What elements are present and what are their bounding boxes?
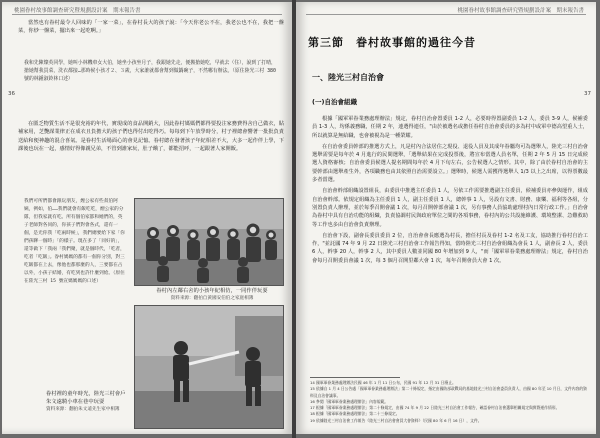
running-header: 桃園眷村故事館調查研究暨規劃設計案 期末報告書	[14, 8, 141, 14]
paragraph-4: 自治會下設，副會長委員委員 2 位，自治會會長應選為村長，擔任村長及眷村 1-2 名及工友，協助推行眷村自治工作，"並託國 74 年 9 月 22 日陸光三村自治會工作報告得知，當時陸光三村自治會組織為會長 1 人，副會長 2 人，委員 6 人，幹事 20 人，幹事 2 人，其中委員人數並同國 80 年增加到 9 人，"而「國軍軍眷業務處理辦法」規定，眷村自治會每月召開委員會議 1 次，每 3 個月召開里鄰大會 1 次，每年召開會員大會 1 次。	[312, 232, 588, 264]
right-page	[296, 2, 596, 434]
paragraph-1: 根據「國軍軍眷業務處理辦法」規定，眷村自治會置委員 1-2 人，必要時得置副委員 1-2 人，委員 3-9 人，候補委員 1-3 人，均係義務職，任期 2 年，連選得連任，"由於被選名或擔任眷村自治會委員的多為村中或軍中德高望重人士，所以就算是無給職，也會被視為是一種榮耀。	[312, 116, 588, 139]
photo2-caption-text: 眷村裡的童年時光，陸光三村會戶朱文遠騎小車在巷中玩耍	[46, 391, 126, 405]
footnote-16: 16 參閱「國軍軍眷業務處理辦法」內容規範。	[310, 398, 389, 404]
intro-text: 當然也有眷村最令人回味的「一家一菜」，在眷村長大的孩子說：「今天你老公不在，我老公也不在，我把一盤菜，你炒一盤菜，擺出來一起吃啊。」	[18, 20, 284, 35]
footnote-19: 19 依據陸光三村自治會工作報告《陸光三村自治會會員大會資料》（民國 80 年 6 月 16 日），文件。	[310, 417, 482, 423]
paragraph-3: 自治會幹部組織設置組長，由委員中推選主任委員 1 人，另依工作需要推選副主任委員，候補委員亦參與運作，組成自治會幹部。依規定組織為主任委員 1 人，副主任委員 1 人，總幹事 1 人，另設有文書、財務、康樂、福利等各組，分別置負責人辦理，並於每季召開會議 1 次，每月召開幹部會議 1 次，另有事務人員協助處理村內日常行政工作。」自治會為眷村中具有自治功能的組織，負責協調村民與政府單位之間的各項事務，眷村內的公共設施維護、環境整潔、急難救助等工作也多由自治會負責辦理。	[312, 188, 588, 228]
left-page	[2, 2, 292, 434]
photo2-caption	[46, 390, 130, 414]
section-title: 第三節 眷村故事館的過往今昔	[308, 36, 476, 49]
photo1-caption-text: 眷村內左鄰右舍的小孩年紀相仿，一同作伴玩耍	[156, 288, 268, 294]
body-paragraph	[18, 120, 284, 156]
page-number-right: 37	[584, 91, 591, 97]
photo1-source: 資料來源：翻拍自黃國安伯伯之家庭相簿	[170, 296, 254, 301]
footnote-15: 15 依據自 1 月 4 日公告處「國軍軍眷業務處理辦法」第二十條規定，指定由國防部政戰局的基地陸光三村自治會委員負責人，由國 80 年至 10 月日，文件內容的資料及自治會議事。	[310, 386, 587, 398]
sub-subsection-title: (一)自治會組織	[312, 98, 357, 106]
footnotes	[310, 380, 588, 424]
running-header-right: 桃園眷村故事館調查研究暨規劃設計案 期末報告書	[457, 8, 584, 14]
right-body	[312, 115, 588, 268]
children-group-photo	[134, 198, 284, 286]
footnote-17: 17 根據「國軍軍眷業務處理辦法」第二十條規定，由國 74 年 9 月 22 日陸光三村自治會工作報告，確認眷村自治會選舉相關規定與實際運作情形。	[310, 405, 560, 411]
subsection-title: 一、陸光三村自治會	[312, 73, 384, 82]
paragraph-2: 在自治會委員幹部的推選方式上，凡是村內合法居住之現役、退役人員及其成年眷屬均可為選舉人，陸光三村自治會選舉需要是每年於 4 月進行的民間選舉，「選舉結果在完成投票後，將宣布當選人員名單，任期 2 年 5 月 15 日完成候選人資格審核；自治會委員候選人提名期間每年於 4 月下旬左右，公告候選人之情形。其中，除了由於眷村自治會的主要幹部由選舉產生外，各項職務也由其依照自治需要設立。」選舉時，候選人需獲得選舉人 1/3 以上之出席，以得票數最多者當選。	[312, 143, 588, 184]
body-text: 在匱乏物質生活不是很充裕的年代，實現成的食品開銷大，因此眷村媽媽們都得要投注家務費得舍自己做衣，貼補家用，芝艷謀業律正在成衣且負擔大的孩子們也得付出吃得巧。每每到下午放學時分，村子裡總會響著一批批負責送給和便神趣的混合喜氣。是眷村生活場面心的會見記憶。眷村總在發著孩子年紀相差不大，大多一起作伴上學，下課後也玩在一起，感情好得像親兄弟，不管到誰家玩，肚子餓了，都能招呼，一起跟著人家開飯。	[18, 121, 284, 152]
intro-paragraph	[18, 19, 284, 39]
photo2-source: 資料來源：翻拍朱文遠先生家中相簿	[46, 407, 120, 412]
footnote-14: 14 國軍軍眷業務處理辦法民國 46 年 1 月 11 日公布，民國 91 年 12 月 31 日廢止。	[310, 380, 456, 385]
footnote-18: 18 根據「國軍軍眷業務處理辦法」第二十三條規定。	[310, 411, 400, 417]
header-rule	[12, 14, 282, 15]
photo2-illustration	[135, 306, 283, 428]
oral-quote-2: 我們可所們都會跟玩朋友，煙公家有些叔伯阿姨，例如，伯……我們就會有飯吃吃，煙公家的分隊，但我家就有吃。所有個伯家都和她們的，英子老師對各同的，你孩子們對會各式，還有一個，是光你我「吃兩時候」，我們總要給下家「你們孩聊一個時」「的樣子。現在多了「同好的」，還等做下「我兩「我們聚，就是個時代，「吃者，吃者「吃飯」。眷村媽媽的都有一個你分別，對三吃飯都在上去，像他也都那麼的人，三要都在占以外，小孩子結婚，有吃到也許什麼到給。（原住在陸光三村 15 號宣媽媽媽的口述）	[24, 199, 125, 284]
childhood-play-photo	[134, 305, 284, 429]
header-rule-right	[306, 14, 586, 15]
page-number: 36	[8, 91, 15, 97]
footnote-rule	[310, 377, 400, 378]
photo1-caption	[142, 287, 282, 303]
photo-illustration	[135, 199, 283, 285]
oral-quote-1: 我和先陳燦英同學，她叫小林機車女大伯，她坐小孩坐月子，我跟她先走，便搬搶她吃，早就去（住），說到了打晴，搶她幫我買菜，洗衣都接…那時候小孩才２、３歲，大家誰就都會幫到做鍋碗子，不然哪有辦法。（原住陸光三村 380 號的林鍾淑鈴林口述）	[24, 60, 276, 83]
